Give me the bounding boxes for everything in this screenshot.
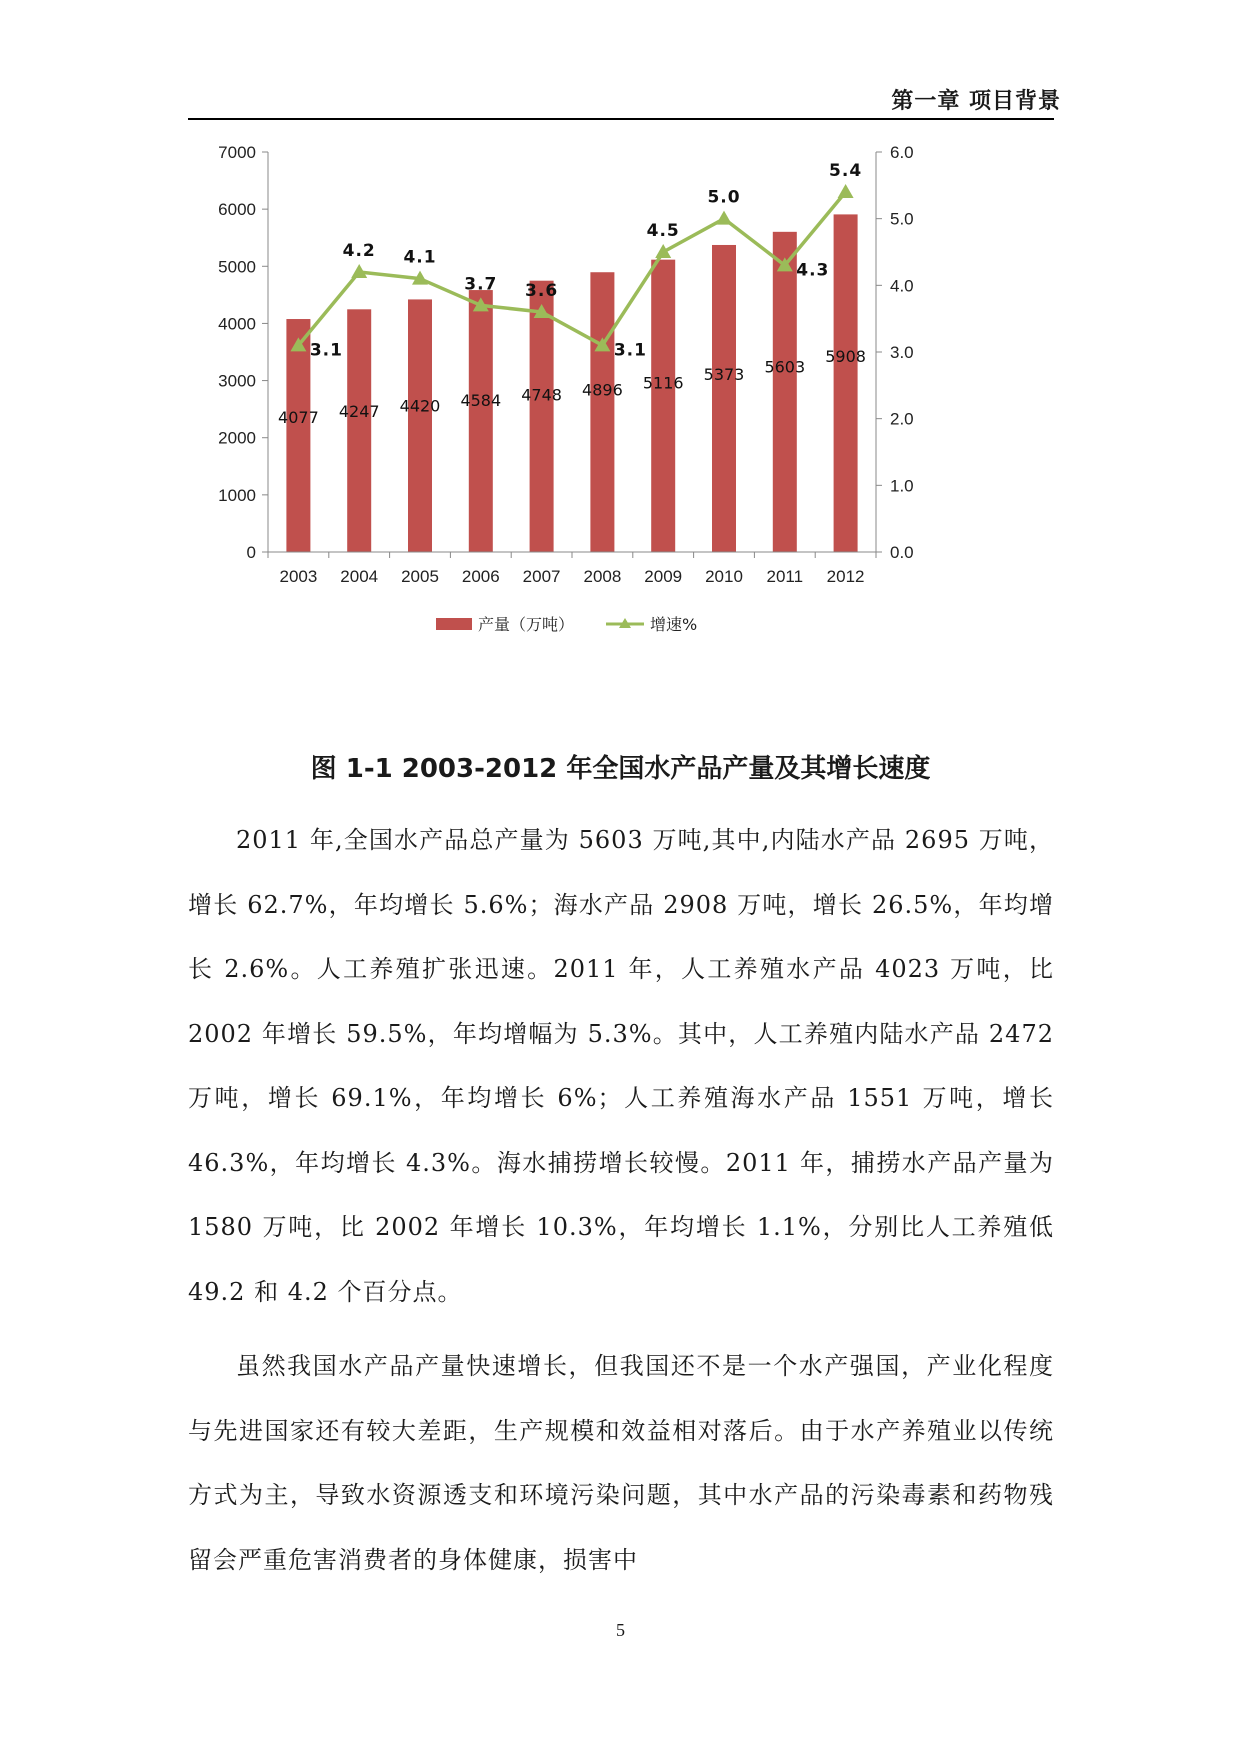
bar — [469, 290, 493, 552]
growth-rate-label: 4.2 — [342, 241, 376, 261]
growth-marker — [716, 211, 732, 225]
paragraph: 2011 年,全国水产品总产量为 5603 万吨,其中,内陆水产品 2695 万吨，增长 62.7%，年均增长 5.6%；海水产品 2908 万吨，增长 26.5%，年均增长 2.6%。人工养殖扩张迅速。2011 年，人工养殖水产品 4023 万吨，比 2002 年增长 59.5%，年均增幅为 5.3%。其中，人工养殖内陆水产品 2472 万吨，增长 69.1%，年均增长 6%；人工养殖海水产品 1551 万吨，增长 46.3%，年均增长 4.3%。海水捕捞增长较慢。2011 年，捕捞水产品产量为 1580 万吨，比 2002 年增长 10.3%，年均增长 1.1%，分别比人工养殖低 49.2 和 4.2 个百分点。 — [188, 826, 1054, 1306]
growth-rate-label: 3.7 — [464, 274, 498, 295]
bar — [834, 214, 858, 552]
header-title: 第一章 项目背景 — [891, 89, 1061, 114]
bar — [408, 299, 432, 552]
growth-line — [298, 192, 845, 345]
growth-rate-label: 3.1 — [309, 340, 343, 361]
legend-swatch-bar — [436, 618, 472, 630]
bar — [651, 260, 675, 552]
y-tick-label-right: 3.0 — [890, 343, 914, 362]
y-tick-label-left: 0 — [246, 543, 256, 562]
y-tick-label-right: 6.0 — [890, 143, 914, 162]
bar-value-label: 4748 — [521, 385, 562, 405]
y-tick-label-right: 1.0 — [890, 476, 914, 496]
y-tick-label-right: 0.0 — [890, 543, 914, 562]
bar — [590, 272, 614, 552]
legend — [436, 615, 697, 634]
growth-rate-label: 3.6 — [525, 281, 559, 301]
production-growth-chart — [188, 140, 1048, 720]
x-tick-label: 2007 — [522, 567, 561, 586]
bar — [286, 319, 310, 552]
header-rule — [188, 118, 1054, 120]
bar-value-label: 4896 — [582, 380, 623, 400]
bar-value-label: 5116 — [642, 373, 684, 393]
line-series — [290, 184, 853, 351]
bar-value-label: 4420 — [399, 396, 441, 416]
y-tick-label-left: 3000 — [218, 371, 256, 391]
y-tick-label-left: 6000 — [218, 200, 256, 220]
body-text — [188, 808, 1054, 1602]
y-tick-label-left: 1000 — [218, 485, 256, 505]
x-tick-label: 2004 — [340, 567, 379, 586]
y-tick-label-left: 5000 — [218, 257, 256, 277]
x-tick-label: 2006 — [461, 567, 500, 586]
y-tick-label-left: 7000 — [218, 143, 256, 162]
x-tick-label: 2005 — [401, 567, 439, 586]
growth-marker — [838, 184, 854, 198]
legend-label-bar: 产量（万吨） — [478, 615, 575, 634]
bar — [347, 309, 371, 552]
page-number: 5 — [616, 1620, 625, 1640]
figure-caption: 图 1-1 2003-2012 年全国水产品产量及其增长速度 — [310, 754, 931, 784]
bar-series — [286, 214, 857, 552]
growth-marker — [655, 244, 671, 258]
bar — [773, 232, 797, 552]
growth-rate-label: 4.1 — [403, 247, 437, 268]
growth-rate-label: 3.1 — [613, 340, 647, 361]
bar-value-label: 5908 — [825, 347, 866, 367]
x-tick-label: 2011 — [766, 567, 804, 586]
x-tick-label: 2010 — [705, 567, 743, 586]
bar-value-label: 5373 — [703, 364, 745, 384]
x-axis — [268, 552, 876, 586]
bar-value-label: 4247 — [338, 402, 380, 422]
growth-rate-label: 4.5 — [646, 221, 680, 241]
y-tick-label-left: 4000 — [218, 314, 256, 334]
x-tick-label: 2003 — [279, 567, 318, 586]
bar-value-label: 4584 — [460, 391, 502, 411]
x-tick-label: 2009 — [644, 567, 683, 586]
bar — [712, 245, 736, 552]
x-tick-label: 2012 — [826, 567, 865, 586]
y-tick-label-right: 5.0 — [890, 209, 914, 229]
bar — [530, 281, 554, 552]
growth-rate-label: 5.4 — [829, 161, 863, 181]
x-tick-label: 2008 — [583, 567, 622, 586]
growth-rate-label: 4.3 — [796, 260, 830, 281]
y-tick-label-left: 2000 — [218, 428, 256, 448]
y-tick-label-right: 2.0 — [890, 409, 914, 429]
y-tick-label-right: 4.0 — [890, 276, 914, 296]
y-axis-right — [876, 143, 914, 562]
paragraph: 虽然我国水产品产量快速增长，但我国还不是一个水产强国，产业化程度与先进国家还有较大差距，生产规模和效益相对落后。由于水产养殖业以传统方式为主，导致水资源透支和环境污染问题，其中水产品的污染毒素和药物残留会严重危害消费者的身体健康，损害中 — [188, 1352, 1054, 1574]
bar-value-label: 4077 — [278, 407, 319, 427]
bar-value-label: 5603 — [764, 357, 806, 377]
legend-label-line: 增速% — [650, 615, 698, 634]
y-axis-left — [218, 143, 268, 562]
growth-rate-label: 5.0 — [707, 187, 741, 208]
